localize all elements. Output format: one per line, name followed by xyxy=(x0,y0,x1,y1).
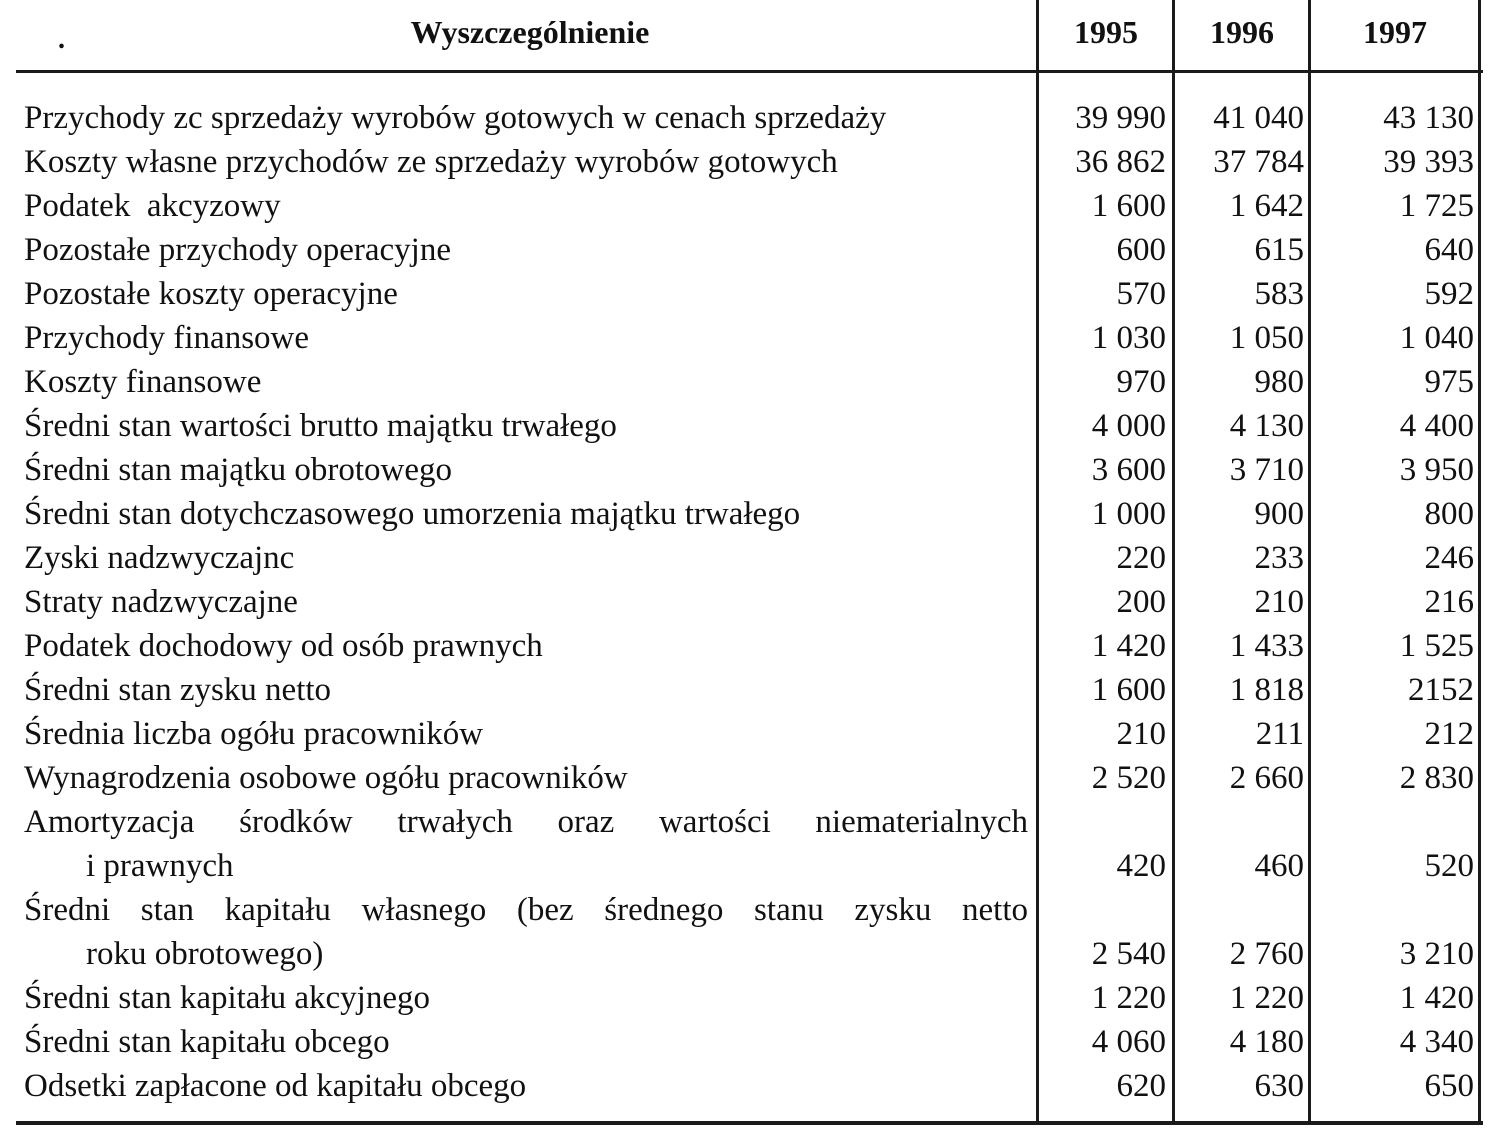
value-1996: 41 040 xyxy=(1213,100,1304,136)
value-1995: 2 540 xyxy=(1091,936,1166,972)
value-1996: 980 xyxy=(1254,364,1304,400)
row-label-line2: i prawnych xyxy=(86,848,234,884)
value-1996: 583 xyxy=(1254,276,1304,312)
value-1997: 975 xyxy=(1424,364,1474,400)
value-1997: 1 040 xyxy=(1399,320,1474,356)
value-1997: 800 xyxy=(1424,496,1474,532)
value-1997: 640 xyxy=(1424,232,1474,268)
row-label: Średni stan wartości brutto majątku trwałego xyxy=(24,408,617,444)
table-header xyxy=(0,0,1495,70)
value-1996: 2 760 xyxy=(1229,936,1304,972)
value-1996: 4 180 xyxy=(1229,1024,1304,1060)
value-1996: 1 818 xyxy=(1229,672,1304,708)
value-1995: 970 xyxy=(1116,364,1166,400)
value-1996: 210 xyxy=(1254,584,1304,620)
row-label: Średni stan dotychczasowego umorzenia majątku trwałego xyxy=(24,496,801,532)
value-1997: 592 xyxy=(1424,276,1474,312)
row-label: Przychody zc sprzedaży wyrobów gotowych w cenach sprzedaży xyxy=(24,100,887,136)
row-label: Koszty finansowe xyxy=(24,364,262,400)
value-1997: 520 xyxy=(1424,848,1474,884)
value-1996: 4 130 xyxy=(1229,408,1304,444)
row-label: Średnia liczba ogółu pracowników xyxy=(24,716,484,752)
row-label: Pozostałe przychody operacyjne xyxy=(24,232,452,268)
value-1997: 4 400 xyxy=(1399,408,1474,444)
value-1995: 210 xyxy=(1116,716,1166,752)
value-1995: 36 862 xyxy=(1075,144,1166,180)
row-label: Zyski nadzwyczajnc xyxy=(24,540,295,576)
value-1996: 233 xyxy=(1254,540,1304,576)
row-label-line1: Amortyzacja środków trwałych oraz wartości niematerialnych xyxy=(24,804,1028,840)
row-label: Podatek akcyzowy xyxy=(24,188,281,224)
row-label: Średni stan kapitału akcyjnego xyxy=(24,980,430,1016)
value-1997: 1 420 xyxy=(1399,980,1474,1016)
column-rule-1995 xyxy=(1172,0,1175,1124)
value-1997: 650 xyxy=(1424,1068,1474,1104)
value-1996: 900 xyxy=(1254,496,1304,532)
value-1996: 1 433 xyxy=(1229,628,1304,664)
row-label xyxy=(24,800,1028,888)
header-rule xyxy=(16,70,1483,73)
value-1997: 4 340 xyxy=(1399,1024,1474,1060)
value-1996: 1 220 xyxy=(1229,980,1304,1016)
value-1997: 2152 xyxy=(1408,672,1474,708)
value-1995: 1 600 xyxy=(1091,188,1166,224)
value-1996: 460 xyxy=(1254,848,1304,884)
column-rule-1996 xyxy=(1308,0,1311,1124)
value-1995: 1 420 xyxy=(1091,628,1166,664)
value-1995: 2 520 xyxy=(1091,760,1166,796)
value-1995: 39 990 xyxy=(1075,100,1166,136)
row-label-line1: Średni stan kapitału własnego (bez średnego stanu zysku netto xyxy=(24,892,1028,928)
row-label: Wynagrodzenia osobowe ogółu pracowników xyxy=(24,760,628,796)
value-1995: 1 000 xyxy=(1091,496,1166,532)
value-1997: 1 725 xyxy=(1399,188,1474,224)
row-label: Odsetki zapłacone od kapitału obcego xyxy=(24,1068,527,1104)
value-1997: 2 830 xyxy=(1399,760,1474,796)
value-1997: 1 525 xyxy=(1399,628,1474,664)
row-label-line2: roku obrotowego) xyxy=(86,936,324,972)
row-label: Pozostałe koszty operacyjne xyxy=(24,276,398,312)
value-1997: 43 130 xyxy=(1383,100,1474,136)
value-1996: 3 710 xyxy=(1229,452,1304,488)
value-1995: 3 600 xyxy=(1091,452,1166,488)
row-label: Przychody finansowe xyxy=(24,320,310,356)
value-1995: 570 xyxy=(1116,276,1166,312)
header-year-1997: 1997 xyxy=(1363,14,1427,50)
value-1997: 3 950 xyxy=(1399,452,1474,488)
value-1995: 200 xyxy=(1116,584,1166,620)
value-1997: 246 xyxy=(1424,540,1474,576)
value-1995: 620 xyxy=(1116,1068,1166,1104)
row-label: Średni stan majątku obrotowego xyxy=(24,452,453,488)
header-year-1996: 1996 xyxy=(1210,14,1274,50)
value-1997: 39 393 xyxy=(1383,144,1474,180)
value-1996: 615 xyxy=(1254,232,1304,268)
value-1997: 3 210 xyxy=(1399,936,1474,972)
value-1995: 1 220 xyxy=(1091,980,1166,1016)
column-rule-label xyxy=(1036,0,1039,1124)
row-label xyxy=(24,888,1028,976)
bottom-rule xyxy=(16,1121,1483,1125)
row-label: Podatek dochodowy od osób prawnych xyxy=(24,628,543,664)
column-rule-1997 xyxy=(1478,0,1481,1124)
value-1996: 37 784 xyxy=(1213,144,1304,180)
value-1997: 216 xyxy=(1424,584,1474,620)
value-1995: 4 060 xyxy=(1091,1024,1166,1060)
header-marker: . xyxy=(58,24,65,55)
row-label: Średni stan zysku netto xyxy=(24,672,332,708)
value-1995: 4 000 xyxy=(1091,408,1166,444)
header-year-1995: 1995 xyxy=(1074,14,1138,50)
value-1995: 1 600 xyxy=(1091,672,1166,708)
value-1995: 220 xyxy=(1116,540,1166,576)
row-label: Straty nadzwyczajne xyxy=(24,584,298,620)
value-1996: 1 050 xyxy=(1229,320,1304,356)
value-1995: 420 xyxy=(1116,848,1166,884)
row-label: Koszty własne przychodów ze sprzedaży wyrobów gotowych xyxy=(24,144,838,180)
value-1996: 211 xyxy=(1255,716,1304,752)
header-label: Wyszczególnienie xyxy=(410,14,650,50)
value-1995: 600 xyxy=(1116,232,1166,268)
value-1996: 630 xyxy=(1254,1068,1304,1104)
value-1996: 2 660 xyxy=(1229,760,1304,796)
value-1997: 212 xyxy=(1424,716,1474,752)
value-1995: 1 030 xyxy=(1091,320,1166,356)
row-label: Średni stan kapitału obcego xyxy=(24,1024,390,1060)
value-1996: 1 642 xyxy=(1229,188,1304,224)
